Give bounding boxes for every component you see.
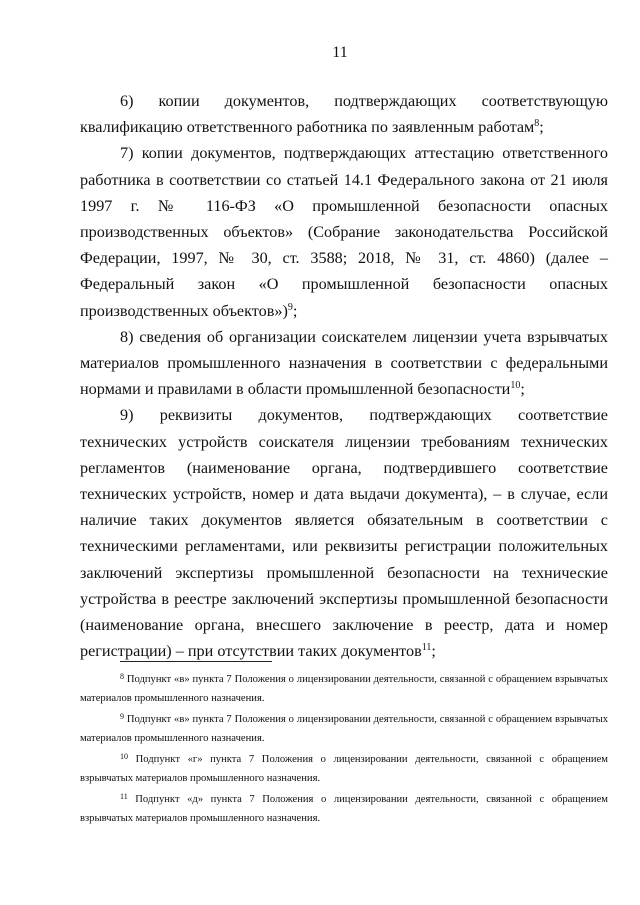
footnote-separator	[120, 661, 272, 662]
paragraph-item-7	[80, 140, 608, 323]
paragraph-text: 7) копии документов, подтверждающих аттестацию ответственного работника в соответствии со статьей 14.1 Федерального закона от 21 июля 1997 г. № 116-ФЗ «О промышленной безопасности опасных производственных объектов» (Собрание законодательства Российской Федерации, 1997, № 30, ст. 3588; 2018, № 31, ст. 4860) (далее – Федеральный закон «О промышленной безопасности опасных производственных объектов»)	[80, 144, 608, 320]
paragraph-tail: ;	[539, 118, 544, 137]
paragraph-item-8	[80, 324, 608, 403]
footnote-9	[80, 710, 608, 748]
footnote-text: Подпункт «г» пункта 7 Положения о лицензировании деятельности, связанной с обращением взрывчатых материалов промышленного назначения.	[80, 754, 609, 784]
paragraph-tail: ;	[292, 301, 298, 320]
footnote-11	[80, 790, 608, 828]
footnote-10	[80, 750, 608, 788]
document-body	[80, 88, 608, 664]
footnote-number: 8	[120, 672, 124, 681]
footnote-text: Подпункт «д» пункта 7 Положения о лицензировании деятельности, связанной с обращением взрывчатых материалов промышленного назначения.	[80, 794, 608, 824]
footnote-ref: 11	[421, 642, 432, 654]
footnote-ref: 8	[534, 118, 540, 130]
paragraph-text: 6) копии документов, подтверждающих соответствующую квалификацию ответственного работника по заявленным работам	[80, 92, 608, 137]
page-number: 11	[332, 44, 348, 61]
footnote-text: Подпункт «в» пункта 7 Положения о лицензировании деятельности, связанной с обращением взрывчатых материалов промышленного назначения.	[80, 674, 608, 704]
paragraph-tail: ;	[520, 380, 525, 399]
footnote-ref: 10	[510, 380, 521, 392]
footnote-8	[80, 670, 608, 708]
paragraph-tail: ;	[431, 642, 436, 661]
footnote-number: 9	[120, 712, 124, 721]
paragraph-text: 9) реквизиты документов, подтверждающих соответствие технических устройств соискателя лицензии требованиям технических регламентов (наименование органа, подтвердившего соответствие технических устройств, номер и дата выдачи документа), – в случае, если наличие таких документов является обязательным в соответствии с техническими регламентами, или реквизиты регистрации положительных заключений экспертизы промышленной безопасности на технические устройства в реестре заключений экспертизы промышленной безопасности (наименование органа, внесшего заключение в реестр, дата и номер регистрации) – при отсутствии таких документов	[80, 406, 608, 661]
footnotes	[80, 670, 608, 830]
footnote-ref: 9	[287, 301, 293, 313]
footnote-number: 10	[120, 752, 128, 761]
paragraph-text: 8) сведения об организации соискателем лицензии учета взрывчатых материалов промышленного назначения в соответствии с федеральными нормами и правилами в области промышленной безопасности	[80, 327, 608, 399]
paragraph-item-9	[80, 402, 608, 664]
paragraph-item-6	[80, 88, 608, 140]
footnote-number: 11	[120, 792, 128, 801]
footnote-text: Подпункт «в» пункта 7 Положения о лицензировании деятельности, связанной с обращением взрывчатых материалов промышленного назначения.	[80, 714, 608, 744]
